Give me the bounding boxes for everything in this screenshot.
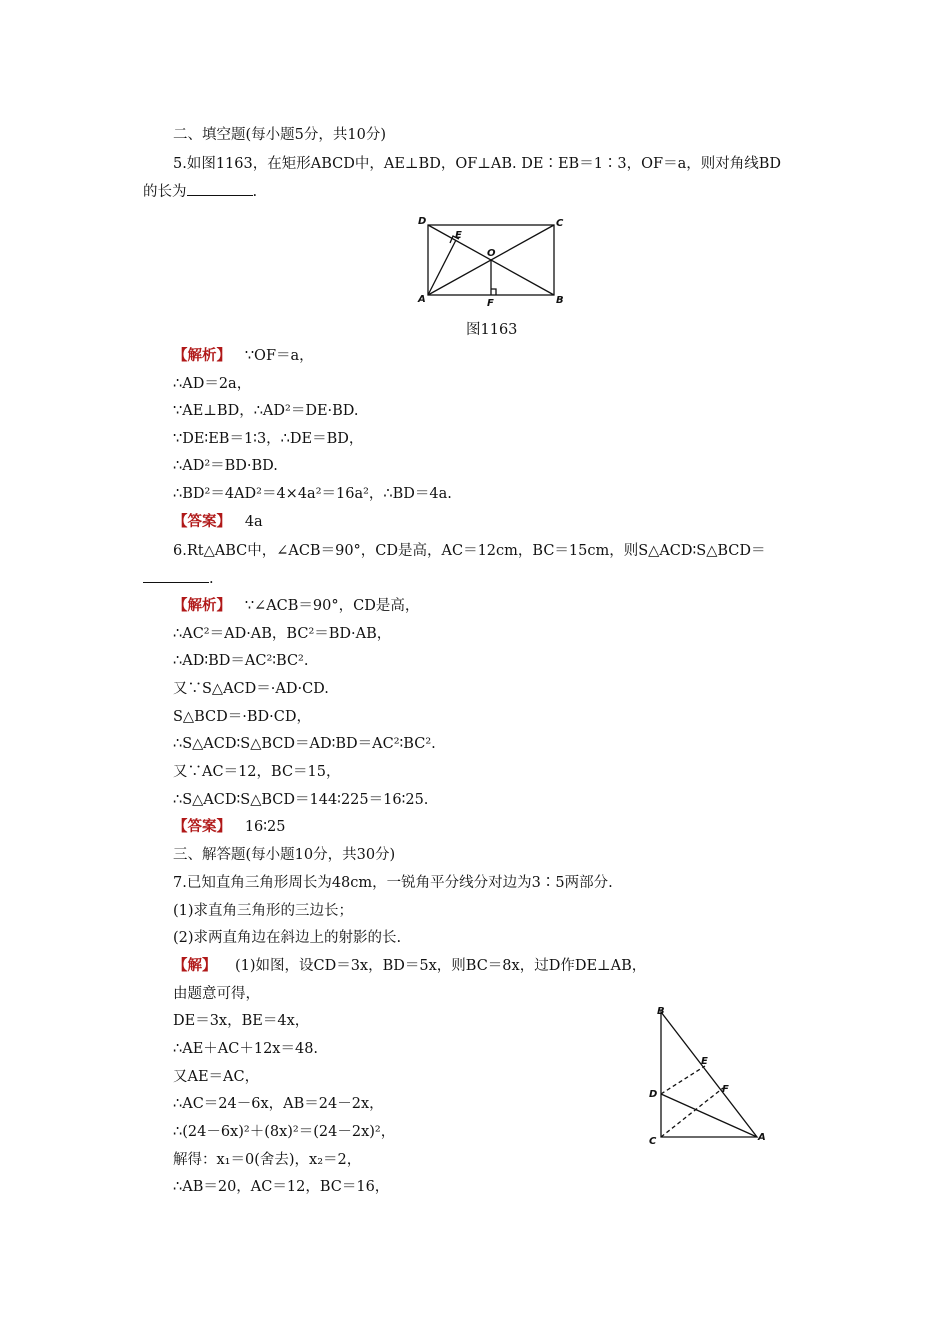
q7-part-2: (2)求两直角边在斜边上的射影的长.	[173, 930, 402, 946]
analysis-line: ∵DE∶EB＝1∶3，∴DE＝BD，	[173, 431, 364, 447]
solution-line: (1)如图，设CD＝3x，BD＝5x，则BC＝8x，过D作DE⊥AB，	[234, 958, 647, 974]
analysis-line: ∴AC²＝AD·AB，BC²＝BD·AB，	[173, 626, 392, 642]
analysis-line: ∴BD²＝4AD²＝4×4a²＝16a²，∴BD＝4a.	[173, 486, 452, 502]
solution-line: 由题意可得，	[173, 986, 260, 1002]
q6-answer	[173, 817, 286, 837]
solution-line: DE＝3x，BE＝4x，	[173, 1013, 310, 1029]
answer-value: 16∶25	[244, 819, 286, 835]
q5-text: 5.如图1163，在矩形ABCD中，AE⊥BD，OF⊥AB. DE∶EB＝1∶3，OF＝a，则对角线BD	[173, 156, 782, 172]
q7-text: 7.已知直角三角形周长为48cm，一锐角平分线分对边为3∶5两部分.	[173, 875, 613, 891]
figure-1163-rectangle	[412, 210, 572, 320]
analysis-line: ∴S△ACD∶S△BCD＝AD∶BD＝AC²∶BC².	[173, 736, 436, 752]
q5-answer	[173, 512, 263, 532]
solution-tag: 【解】	[173, 957, 217, 974]
solution-line: 又AE＝AC，	[173, 1069, 260, 1085]
fig1-label-f: F	[487, 298, 494, 309]
answer-tag: 【答案】	[173, 513, 231, 530]
fig2-label-d: D	[649, 1089, 658, 1100]
fig1-label-d: D	[418, 216, 427, 227]
analysis-line: ∴AD²＝BD·BD.	[173, 458, 278, 474]
fig2-label-b: B	[657, 1006, 665, 1017]
fig1-label-b: B	[556, 295, 564, 306]
q5-analysis-first	[173, 346, 314, 366]
q6-analysis-first	[173, 596, 419, 616]
section-heading-solutions: 三、解答题(每小题10分，共30分)	[173, 847, 396, 863]
q5-suffix: .	[252, 184, 258, 200]
analysis-line: ∴AD＝2a，	[173, 376, 252, 392]
fig1-label-o: O	[487, 248, 496, 259]
solution-line: ∴AB＝20，AC＝12，BC＝16，	[173, 1179, 390, 1195]
analysis-line: S△BCD＝·BD·CD，	[173, 709, 311, 725]
q5-text-continued	[143, 181, 257, 202]
analysis-line: ∵AE⊥BD，∴AD²＝DE·BD.	[173, 403, 359, 419]
fig1-label-a: A	[418, 294, 426, 305]
q6-text-continued	[143, 568, 214, 589]
q6-text: 6.Rt△ABC中，∠ACB＝90°，CD是高，AC＝12cm，BC＝15cm，则S△ACD∶S△BCD＝	[173, 543, 766, 559]
analysis-line: ∵OF＝a，	[244, 348, 314, 364]
analysis-line: 又∵AC＝12，BC＝15，	[173, 764, 341, 780]
answer-blank	[143, 568, 209, 583]
figure-caption: 图1163	[466, 322, 518, 338]
fig2-label-f: F	[722, 1084, 729, 1095]
answer-blank	[187, 181, 253, 196]
q5-prefix: 的长为	[143, 184, 187, 200]
analysis-line: ∵∠ACB＝90°，CD是高，	[244, 598, 420, 614]
fig2-label-e: E	[701, 1056, 708, 1067]
solution-line: ∴(24－6x)²＋(8x)²＝(24－2x)²，	[173, 1124, 396, 1140]
section-heading-fill-in: 二、填空题(每小题5分，共10分)	[173, 127, 386, 143]
fig1-label-e: E	[455, 230, 462, 241]
answer-value: 4a	[244, 514, 263, 530]
solution-line: ∴AE＋AC＋12x＝48.	[173, 1041, 319, 1057]
fig2-label-c: C	[649, 1136, 657, 1147]
analysis-tag: 【解析】	[173, 597, 231, 614]
answer-tag: 【答案】	[173, 818, 231, 835]
solution-line: 解得：x₁＝0(舍去)，x₂＝2，	[173, 1152, 362, 1168]
fig2-label-a: A	[758, 1132, 766, 1143]
q6-suffix: .	[209, 571, 214, 587]
q7-part-1: (1)求直角三角形的三边长；	[173, 903, 354, 919]
analysis-line: ∴S△ACD∶S△BCD＝144∶225＝16∶25.	[173, 792, 429, 808]
analysis-line: ∴AD∶BD＝AC²∶BC².	[173, 653, 309, 669]
figure-right-triangle	[645, 1002, 775, 1152]
solution-line: ∴AC＝24－6x，AB＝24－2x，	[173, 1096, 384, 1112]
fig1-label-c: C	[556, 218, 564, 229]
analysis-line: 又∵S△ACD＝·AD·CD.	[173, 681, 329, 697]
analysis-tag: 【解析】	[173, 347, 231, 364]
q7-solution-first	[173, 956, 646, 976]
